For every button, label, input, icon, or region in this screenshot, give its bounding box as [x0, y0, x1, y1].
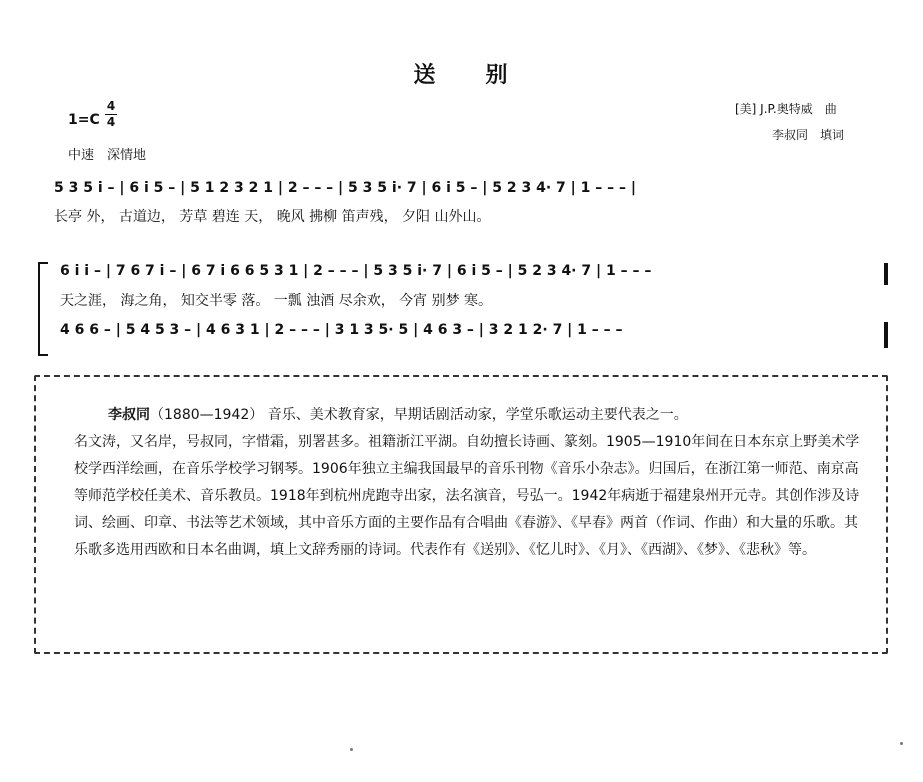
- final-barline-upper: [884, 263, 888, 285]
- key-signature: 1=C: [68, 112, 100, 128]
- biography-first-line: [74, 402, 864, 429]
- score-row-3-notes: 4 6 6 – | 5 4 5 3 – | 4 6 3 1 | 2 – – – | 3 1 3 5· 5 | 4 6 3 – | 3 2 1 2· 7 | 1 – – –: [60, 322, 623, 338]
- time-signature-bottom: 4: [106, 115, 116, 129]
- composer-credit: [美] J.P.奥特威 曲: [735, 102, 837, 116]
- score-row-2-lyrics: 天之涯， 海之角， 知交半零 落。 一瓢 浊酒 尽余欢， 今宵 别梦 寒。: [60, 293, 493, 309]
- final-barline-lower: [884, 322, 888, 348]
- scan-speck: [900, 742, 903, 745]
- score-row-2-notes: 6 i i – | 7 6 7 i – | 6 7 i 6 6 5 3 1 | 2 – – – | 5 3 5 i· 7 | 6 i 5 – | 5 2 3 4· 7 | 1 – – –: [60, 263, 652, 279]
- score-row-1-notes: 5 3 5 i – | 6 i 5 – | 5 1 2 3 2 1 | 2 – – – | 5 3 5 i· 7 | 6 i 5 – | 5 2 3 4· 7 | 1 – – – |: [54, 180, 636, 196]
- lyricist-credit: 李叔同 填词: [772, 128, 845, 142]
- score-row-1-lyrics: 长亭 外， 古道边， 芳草 碧连 天， 晚风 拂柳 笛声残， 夕阳 山外山。: [54, 209, 491, 225]
- time-signature-top: 4: [106, 99, 116, 113]
- time-signature: [104, 99, 118, 130]
- scan-speck: [350, 748, 353, 751]
- system-bracket: [38, 262, 48, 356]
- tempo-marking: 中速 深情地: [68, 148, 147, 163]
- song-title: 送 别: [413, 63, 510, 88]
- biography-name: 李叔同: [108, 407, 150, 423]
- biography-text: [74, 402, 864, 564]
- biography-dates: （1880—1942） 音乐、美术教育家，早期话剧活动家，学堂乐歌运动主要代表之一。: [150, 407, 688, 423]
- biography-body: 名文涛，又名岸，号叔同，字惜霜，别署甚多。祖籍浙江平湖。自幼擅长诗画、篆刻。1905—1910年间在日本东京上野美术学校学西洋绘画，在音乐学校学习钢琴。1906年独立主编我国最早的音乐刊物《音乐小杂志》。归国后，在浙江第一师范、南京高等师范学校任美术、音乐教员。1918年到杭州虎跑寺出家，法名演音，号弘一。1942年病逝于福建泉州开元寺。其创作涉及诗词、绘画、印章、书法等艺术领域，其中音乐方面的主要作品有合唱曲《春游》、《早春》两首（作词、作曲）和大量的乐歌。其乐歌多选用西欧和日本名曲调，填上文辞秀丽的诗词。代表作有《送别》、《忆儿时》、《月》、《西湖》、《梦》、《悲秋》等。: [74, 434, 860, 558]
